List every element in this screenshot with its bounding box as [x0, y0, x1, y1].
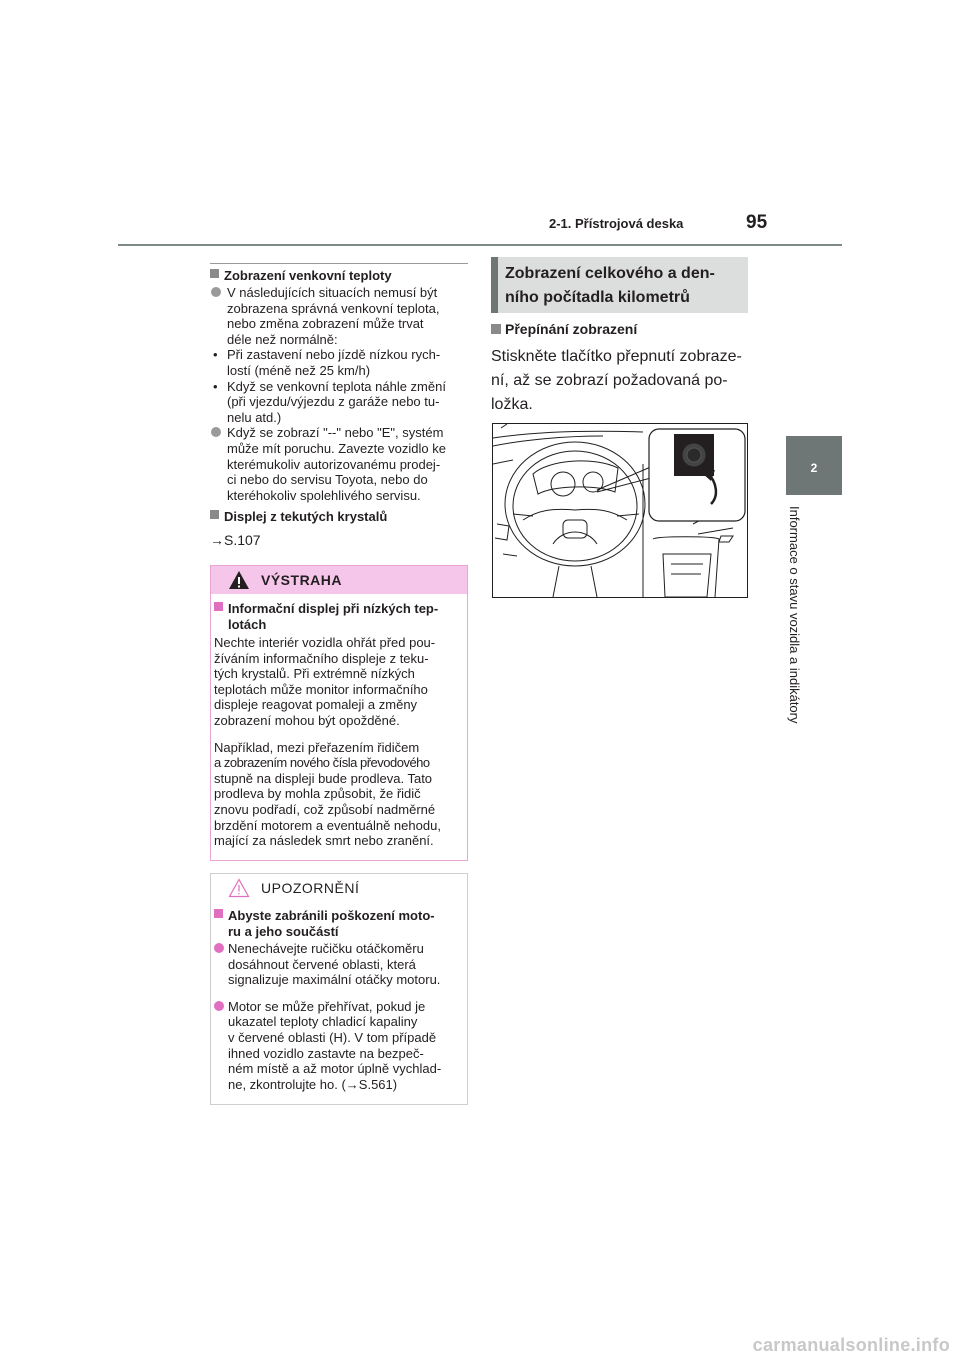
warning-triangle-icon — [228, 570, 250, 590]
line: a zobrazením nového čísla převodového — [214, 755, 430, 771]
line: může mít poruchu. Zavezte vozidlo ke — [227, 440, 446, 456]
line: v červené oblasti (H). V tom případě — [228, 1029, 437, 1045]
line: nelu atd.) — [227, 409, 282, 425]
line: teplotách může monitor informačního — [214, 681, 428, 697]
header-rule — [118, 244, 842, 246]
line: zobrazena správná venkovní teplota, — [227, 300, 440, 316]
line: tých krystalů. Při extrémně nízkých — [214, 666, 415, 682]
round-bullet-icon — [214, 943, 224, 953]
line: stupně na displeji bude prodleva. Tato — [214, 770, 433, 786]
line: Motor se může přehřívat, pokud je — [228, 998, 426, 1014]
line: ci nebo do servisu Toyota, nebo do — [227, 472, 428, 488]
temp-sub-2 — [210, 379, 468, 426]
line: Nechte interiér vozidla ohřát před pou- — [214, 635, 436, 650]
dot-bullet-icon: • — [213, 347, 218, 363]
warning-subheading — [214, 601, 466, 633]
line: ne, zkontrolujte ho. (→S.561) — [228, 1076, 398, 1092]
line: ložka. — [491, 396, 533, 413]
line: Stiskněte tlačítko přepnutí zobraze- — [491, 348, 742, 365]
line: prodleva by mohla způsobit, že řidič — [214, 786, 421, 802]
steering-wheel-illustration — [493, 424, 747, 597]
square-bullet-icon — [210, 510, 219, 519]
temp-sub-1 — [210, 347, 468, 378]
line: ní, až se zobrazí požadovaná po- — [491, 372, 728, 389]
line: zobrazení mohou být opožděné. — [214, 712, 400, 728]
section-heading — [505, 262, 745, 310]
line: kterémukoliv autorizovanému prodej- — [227, 456, 441, 472]
caution-content — [214, 908, 466, 1092]
page-number: 95 — [746, 212, 768, 233]
warning-header — [211, 566, 467, 594]
line: dosáhnout červené oblasti, která — [228, 956, 416, 972]
line: mající za následek smrt nebo zranění. — [214, 833, 434, 849]
subheading — [491, 321, 637, 337]
line: nebo změna zobrazení může trvat — [227, 316, 424, 332]
chapter-number: 2 — [810, 461, 818, 475]
square-bullet-icon — [214, 602, 223, 611]
temp-bullet-2 — [210, 425, 468, 503]
warning-paragraph-1 — [214, 635, 466, 729]
line: ru a jeho součástí — [228, 924, 339, 939]
round-bullet-icon — [214, 1001, 224, 1011]
line: Například, mezi přeřazením řidičem — [214, 739, 420, 755]
warning-content — [214, 601, 466, 849]
line: brzdění motorem a eventuálně nehodu, — [214, 817, 441, 833]
temp-section — [210, 268, 468, 549]
line: displeje reagovat pomaleji a změny — [214, 697, 418, 713]
line: lostí (méně než 25 km/h) — [227, 362, 371, 378]
section-heading-bar — [491, 257, 498, 313]
line: Abyste zabránili poškození moto- — [228, 908, 435, 923]
line: Když se venkovní teplota náhle změní — [227, 378, 446, 394]
lcd-heading-text: Displej z tekutých krystalů — [224, 509, 388, 525]
round-bullet-icon — [211, 427, 221, 437]
caution-header — [211, 874, 467, 902]
square-bullet-icon — [214, 909, 223, 918]
caution-bullet-1 — [214, 941, 466, 988]
lcd-page-reference[interactable]: →S.107 — [210, 532, 261, 549]
chapter-tab — [786, 436, 842, 495]
line: (při vjezdu/výjezdu z garáže nebo tu- — [227, 394, 440, 410]
line: V následujících situacích nemusí být — [227, 285, 438, 300]
square-bullet-icon — [210, 269, 219, 278]
line: signalizuje maximální otáčky motoru. — [228, 972, 441, 988]
line: lotách — [228, 617, 267, 632]
caution-bullet-2 — [214, 999, 466, 1093]
instruction-paragraph — [491, 345, 751, 417]
line: Při zastavení nebo jízdě nízkou rych- — [227, 347, 441, 363]
line: Zobrazení celkového a den- — [505, 265, 715, 282]
chapter-title: Informace o stavu vozidla a indikátory — [787, 506, 802, 724]
section-title: 2-1. Přístrojová deska — [549, 216, 684, 231]
temp-bullet-1 — [210, 285, 468, 347]
dot-bullet-icon: • — [213, 378, 218, 394]
line: Když se zobrazí "--" nebo "E", systém — [227, 425, 444, 441]
square-bullet-icon — [491, 324, 501, 334]
line: ihned vozidlo zastavte na bezpeč- — [228, 1045, 424, 1061]
line: ního počítadla kilometrů — [505, 289, 690, 306]
warning-title: VÝSTRAHA — [261, 572, 343, 588]
caution-triangle-icon — [228, 878, 250, 898]
round-bullet-icon — [211, 287, 221, 297]
line: Informační displej při nízkých tep- — [228, 601, 439, 616]
caution-subheading — [214, 908, 466, 940]
line: znovu podřadí, což způsobí nadměrné — [214, 801, 436, 817]
warning-paragraph-2 — [214, 740, 466, 849]
line: žíváním informačního displeje z teku- — [214, 650, 429, 666]
subheading-text: Přepínání zobrazení — [505, 321, 638, 337]
line: kteréhokoliv spolehlivého servisu. — [227, 487, 421, 503]
temp-heading-text: Zobrazení venkovní teploty — [224, 268, 392, 283]
line: ukazatel teploty chladicí kapaliny — [228, 1014, 418, 1030]
dashboard-illustration — [492, 423, 748, 598]
line: ném místě a až motor úplně vychlad- — [228, 1061, 442, 1077]
lcd-heading — [210, 509, 468, 525]
caution-title: UPOZORNĚNÍ — [261, 880, 360, 896]
line: Nenechávejte ručičku otáčkoměru — [228, 941, 424, 956]
temp-heading — [210, 268, 468, 284]
line: déle než normálně: — [227, 331, 338, 347]
column-rule — [210, 263, 468, 264]
footer-watermark[interactable]: carmanualsonline.info — [752, 1335, 950, 1355]
